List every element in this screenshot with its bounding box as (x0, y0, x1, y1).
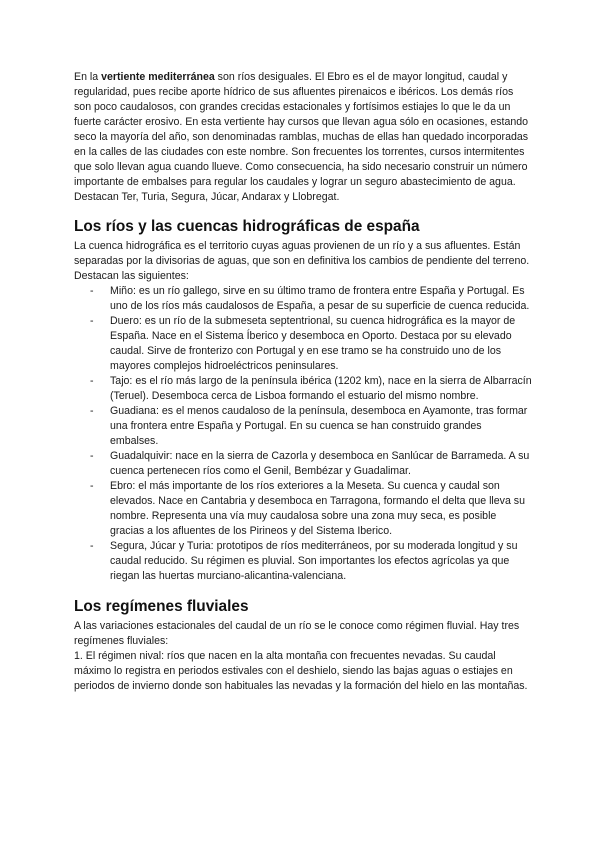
document-content (74, 70, 532, 694)
list-item-ebro: - Ebro: el más importante de los ríos exteriores a la Meseta. Su cuenca y caudal son elevados. Nace en Cantabria y desemboca en Tarragona, formando el delta que lleva su nombre. Representa una vía muy caudalosa sobre una zona muy seca, es posible gracias a los afluentes de los Pirineos y del Sistema Iberico. (74, 479, 532, 539)
list-item-guadiana: - Guadiana: es el menos caudaloso de la península, desemboca en Ayamonte, tras formar una frontera entre España y Portugal. En su cuenca se han construido grandes embalses. (74, 404, 532, 449)
section-heading-regimenes: Los regímenes fluviales (74, 598, 249, 615)
list-item-duero: - Duero: es un río de la submeseta septentrional, su cuenca hidrográfica es la mayor de España. Nace en el Sistema Íberico y desemboca en Oporto. Destaca por su elevado caudal. Sirve de fronterizo con Portugal y en ese tramo se ha construido uno de los mayores complejos hidroeléctricos peninsulares. (74, 314, 532, 374)
intro-paragraph (74, 70, 532, 205)
list-item-tajo: - Tajo: es el río más largo de la península ibérica (1202 km), nace en la sierra de Albarracín (Teruel). Desemboca cerca de Lisboa formando el estuario del mismo nombre. (74, 374, 532, 404)
rivers-list (74, 284, 532, 584)
list-item-segura-jucar-turia: - Segura, Júcar y Turia: prototipos de ríos mediterráneos, por su moderada longitud y su caudal reducido. Su régimen es pluvial. Son importantes los efectos agrícolas ya que riegan las huertas murciano-alicantina-valenciana. (74, 539, 532, 584)
section-regimenes-paragraph: A las variaciones estacionales del caudal de un río se le conoce como régimen fluvial. Hay tres regímenes fluviales: (74, 620, 520, 647)
list-item-mino: - Miño: es un río gallego, sirve en su último tramo de frontera entre España y Portugal. Es uno de los ríos más caudalosos de España, a pesar de su superficie de cuenca reducida. (74, 284, 532, 314)
regimen-nival-paragraph: 1. El régimen nival: ríos que nacen en la alta montaña con frecuentes nevadas. Su caudal máximo lo registra en periodos estivales con el deshielo, siendo las bajas aguas o estiajes en periodos de invierno donde son habituales las nevadas y la formación del hielo en las montañas. (74, 650, 528, 692)
list-item-guadalquivir: - Guadalquivir: nace en la sierra de Cazorla y desemboca en Sanlúcar de Barrameda. A su cuenca pertenecen ríos como el Genil, Bembézar y Guadalimar. (74, 449, 532, 479)
section-cuencas-paragraph: La cuenca hidrográfica es el territorio cuyas aguas provienen de un río y a sus afluentes. Están separadas por la divisorias de aguas, que son en definitiva los cambios de pendiente del terreno. Destacan las siguientes: (74, 240, 530, 282)
intro-text: son ríos desiguales. El Ebro es el de mayor longitud, caudal y regularidad, pues recibe aporte hídrico de sus afluentes pirenaicos e ibéricos. Los demás ríos son poco caudalosos, con grandes crecidas estacionales y fortísimos estiajes lo que le da un fuerte carácter erosivo. En esta vertiente hay cursos que llevan agua sólo en ocasiones, estando seco la mayoría del año, son denominadas ramblas, muchas de ellas han quedado incorporadas en la calles de las ciudades con este nombre. Son frecuentes los torrentes, cursos intermitentes que solo llevan agua cuando llueve. Como consecuencia, ha sido necesario construir un número importante de embalses para regular los caudales y lograr un seguro abastecimiento de agua. Destacan Ter, Turia, Segura, Júcar, Andarax y Llobregat. (74, 71, 529, 203)
intro-prefix: En la (74, 71, 102, 83)
intro-bold-term: vertiente mediterránea (101, 71, 215, 83)
section-heading-cuencas: Los ríos y las cuencas hidrográficas de españa (74, 218, 420, 235)
